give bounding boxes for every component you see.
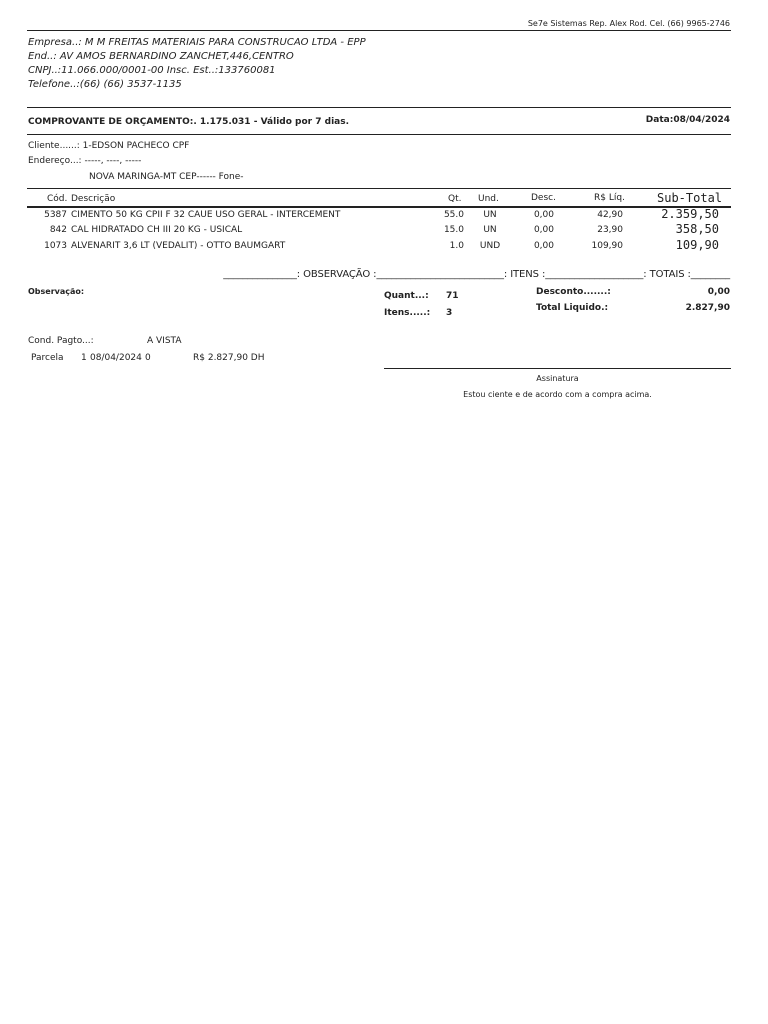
col-unit-header: Und. bbox=[478, 194, 499, 204]
row-code: 1073 bbox=[44, 241, 67, 251]
row-discount: 0,00 bbox=[533, 241, 554, 251]
company-phone: Telefone..:(66) (66) 3537-1135 bbox=[28, 79, 182, 90]
client-name: Cliente......: 1-EDSON PACHECO CPF bbox=[28, 141, 190, 151]
row-subtotal: 2.359,50 bbox=[661, 207, 719, 221]
signature-label: Assinatura bbox=[536, 374, 579, 383]
section-separator: _______________: OBSERVAÇÃO :__________________________: ITENS :____________________: TOTAIS :________ bbox=[223, 269, 730, 280]
row-description: CIMENTO 50 KG CPII F 32 CAUE USO GERAL - INTERCEMENT bbox=[71, 210, 341, 220]
discount-label: Desconto.......: bbox=[536, 287, 611, 297]
items-label: Itens.....: bbox=[384, 308, 431, 318]
system-credit: Se7e Sistemas Rep. Alex Rod. Cel. (66) 9965-2746 bbox=[527, 19, 730, 28]
row-net: 23,90 bbox=[597, 225, 623, 235]
parcel-date: 08/04/2024 bbox=[90, 353, 142, 363]
observation-label: Observação: bbox=[28, 287, 85, 296]
col-code-header: Cód. bbox=[47, 194, 68, 204]
parcel-extra: 0 bbox=[145, 353, 151, 363]
table-top-divider bbox=[27, 188, 731, 189]
client-city: NOVA MARINGA-MT CEP------ Fone- bbox=[89, 172, 244, 182]
row-net: 42,90 bbox=[597, 210, 623, 220]
top-divider bbox=[27, 30, 731, 31]
payment-condition-label: Cond. Pagto...: bbox=[28, 336, 94, 346]
signature-line bbox=[384, 368, 731, 369]
payment-condition-value: A VISTA bbox=[147, 336, 182, 346]
total-value: 2.827,90 bbox=[685, 303, 730, 313]
row-subtotal: 109,90 bbox=[675, 238, 719, 252]
table-header-divider bbox=[27, 206, 731, 208]
quote-title: COMPROVANTE DE ORÇAMENTO:. 1.175.031 - Válido por 7 dias. bbox=[28, 117, 350, 127]
parcel-value: R$ 2.827,90 DH bbox=[193, 353, 265, 363]
row-net: 109,90 bbox=[591, 241, 623, 251]
quote-date: Data:08/04/2024 bbox=[645, 115, 730, 125]
row-description: ALVENARIT 3,6 LT (VEDALIT) - OTTO BAUMGART bbox=[71, 241, 286, 251]
quantity-label: Quant...: bbox=[384, 291, 429, 301]
row-qty: 55.0 bbox=[443, 210, 464, 220]
col-qty-header: Qt. bbox=[448, 194, 462, 204]
row-discount: 0,00 bbox=[533, 225, 554, 235]
row-unit: UN bbox=[483, 210, 497, 220]
quantity-value: 71 bbox=[446, 291, 459, 301]
company-cnpj: CNPJ..:11.066.000/0001-00 Insc. Est..:133760081 bbox=[28, 65, 276, 76]
quote-bottom-divider bbox=[27, 134, 731, 135]
company-name: Empresa..: M M FREITAS MATERIAIS PARA CONSTRUCAO LTDA - EPP bbox=[28, 37, 366, 48]
col-net-header: R$ Líq. bbox=[594, 193, 625, 203]
parcel-number: 1 bbox=[81, 353, 87, 363]
col-description-header: Descrição bbox=[71, 194, 116, 204]
total-label: Total Liquido.: bbox=[536, 303, 609, 313]
discount-value: 0,00 bbox=[707, 287, 730, 297]
row-code: 842 bbox=[49, 225, 67, 235]
quote-top-divider bbox=[27, 107, 731, 108]
row-code: 5387 bbox=[44, 210, 67, 220]
row-unit: UN bbox=[483, 225, 497, 235]
row-qty: 15.0 bbox=[443, 225, 464, 235]
parcel-label: Parcela bbox=[31, 353, 64, 363]
row-description: CAL HIDRATADO CH III 20 KG - USICAL bbox=[71, 225, 243, 235]
row-unit: UND bbox=[479, 241, 501, 251]
company-address: End..: AV AMOS BERNARDINO ZANCHET,446,CENTRO bbox=[28, 51, 294, 62]
col-subtotal-header: Sub-Total bbox=[657, 191, 723, 205]
row-discount: 0,00 bbox=[533, 210, 554, 220]
items-value: 3 bbox=[446, 308, 453, 318]
col-discount-header: Desc. bbox=[531, 193, 556, 203]
agreement-statement: Estou ciente e de acordo com a compra acima. bbox=[463, 390, 652, 399]
client-address: Endereço...: -----, ----, ----- bbox=[28, 156, 142, 166]
row-subtotal: 358,50 bbox=[675, 222, 719, 236]
row-qty: 1.0 bbox=[449, 241, 464, 251]
